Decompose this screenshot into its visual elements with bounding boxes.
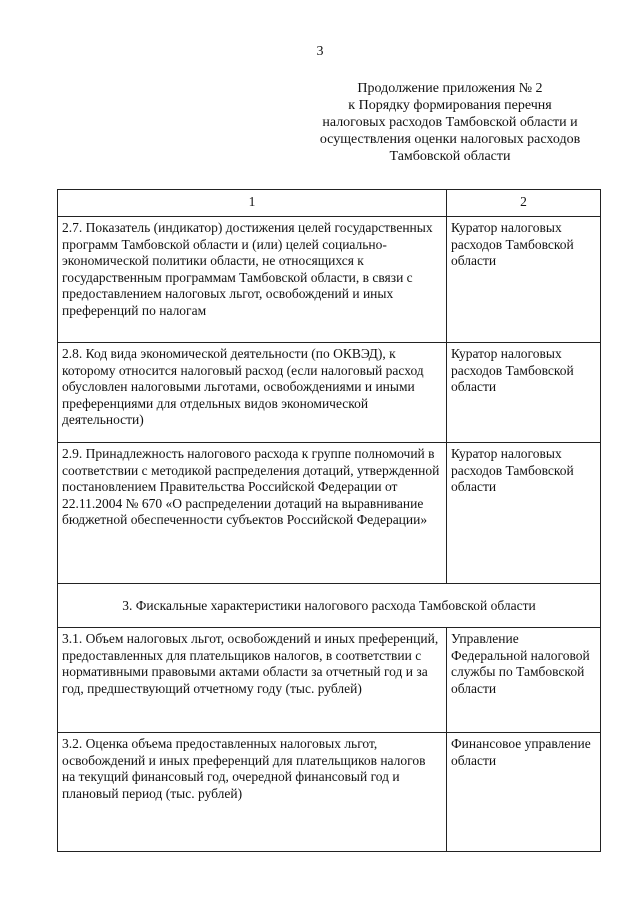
section-title: 3. Фискальные характеристики налогового расхода Тамбовской области — [58, 584, 601, 628]
table-row — [58, 217, 601, 343]
responsible-cell: Куратор налоговых расходов Тамбовской области — [447, 343, 601, 443]
indicator-cell: 3.2. Оценка объема предоставленных налоговых льгот, освобождений и иных преференций для плательщиков налогов на текущий финансовый год, очередной финансовый год и плановый период (тыс. рублей) — [58, 733, 447, 852]
table-row — [58, 443, 601, 584]
header-line: Продолжение приложения № 2 — [357, 81, 543, 96]
header-line: налоговых расходов Тамбовской области и — [322, 115, 578, 130]
column-header: 1 — [58, 190, 447, 217]
responsible-cell: Куратор налоговых расходов Тамбовской области — [447, 443, 601, 584]
indicator-cell: 3.1. Объем налоговых льгот, освобождений и иных преференций, предоставленных для плательщиков налогов, в соответствии с нормативными правовыми актами области за отчетный год и за год, предшествующий отчетному году (тыс. рублей) — [58, 628, 447, 733]
header-line: осуществления оценки налоговых расходов — [319, 132, 581, 147]
table-header-row — [58, 190, 601, 217]
page-number: 3 — [316, 44, 324, 59]
table-row — [58, 343, 601, 443]
responsible-cell: Финансовое управление области — [447, 733, 601, 852]
indicators-table — [57, 189, 601, 852]
header-line: Тамбовской области — [389, 149, 511, 164]
indicator-cell: 2.9. Принадлежность налогового расхода к группе полномочий в соответствии с методикой распределения дотаций, утвержденной постановлением Правительства Российской Федерации от 22.11.2004 № 670 «О распределении дотаций на выравнивание бюджетной обеспеченности субъектов Российской Федерации» — [58, 443, 447, 584]
header-line: к Порядку формирования перечня — [348, 98, 552, 113]
appendix-header — [300, 80, 600, 165]
indicator-cell: 2.8. Код вида экономической деятельности (по ОКВЭД), к которому относится налоговый расход (если налоговый расход обусловлен налоговыми льготами, освобождениями и иными преференциями для отдельных видов экономической деятельности) — [58, 343, 447, 443]
table-row — [58, 628, 601, 733]
responsible-cell: Куратор налоговых расходов Тамбовской области — [447, 217, 601, 343]
responsible-cell: Управление Федеральной налоговой службы по Тамбовской области — [447, 628, 601, 733]
indicator-cell: 2.7. Показатель (индикатор) достижения целей государственных программ Тамбовской области и (или) целей социально-экономической политики области, не относящихся к государственным программам Тамбовской области, в связи с предоставлением налоговых льгот, освобождений и иных преференций по налогам — [58, 217, 447, 343]
table-row — [58, 733, 601, 852]
section-row — [58, 584, 601, 628]
column-header: 2 — [447, 190, 601, 217]
